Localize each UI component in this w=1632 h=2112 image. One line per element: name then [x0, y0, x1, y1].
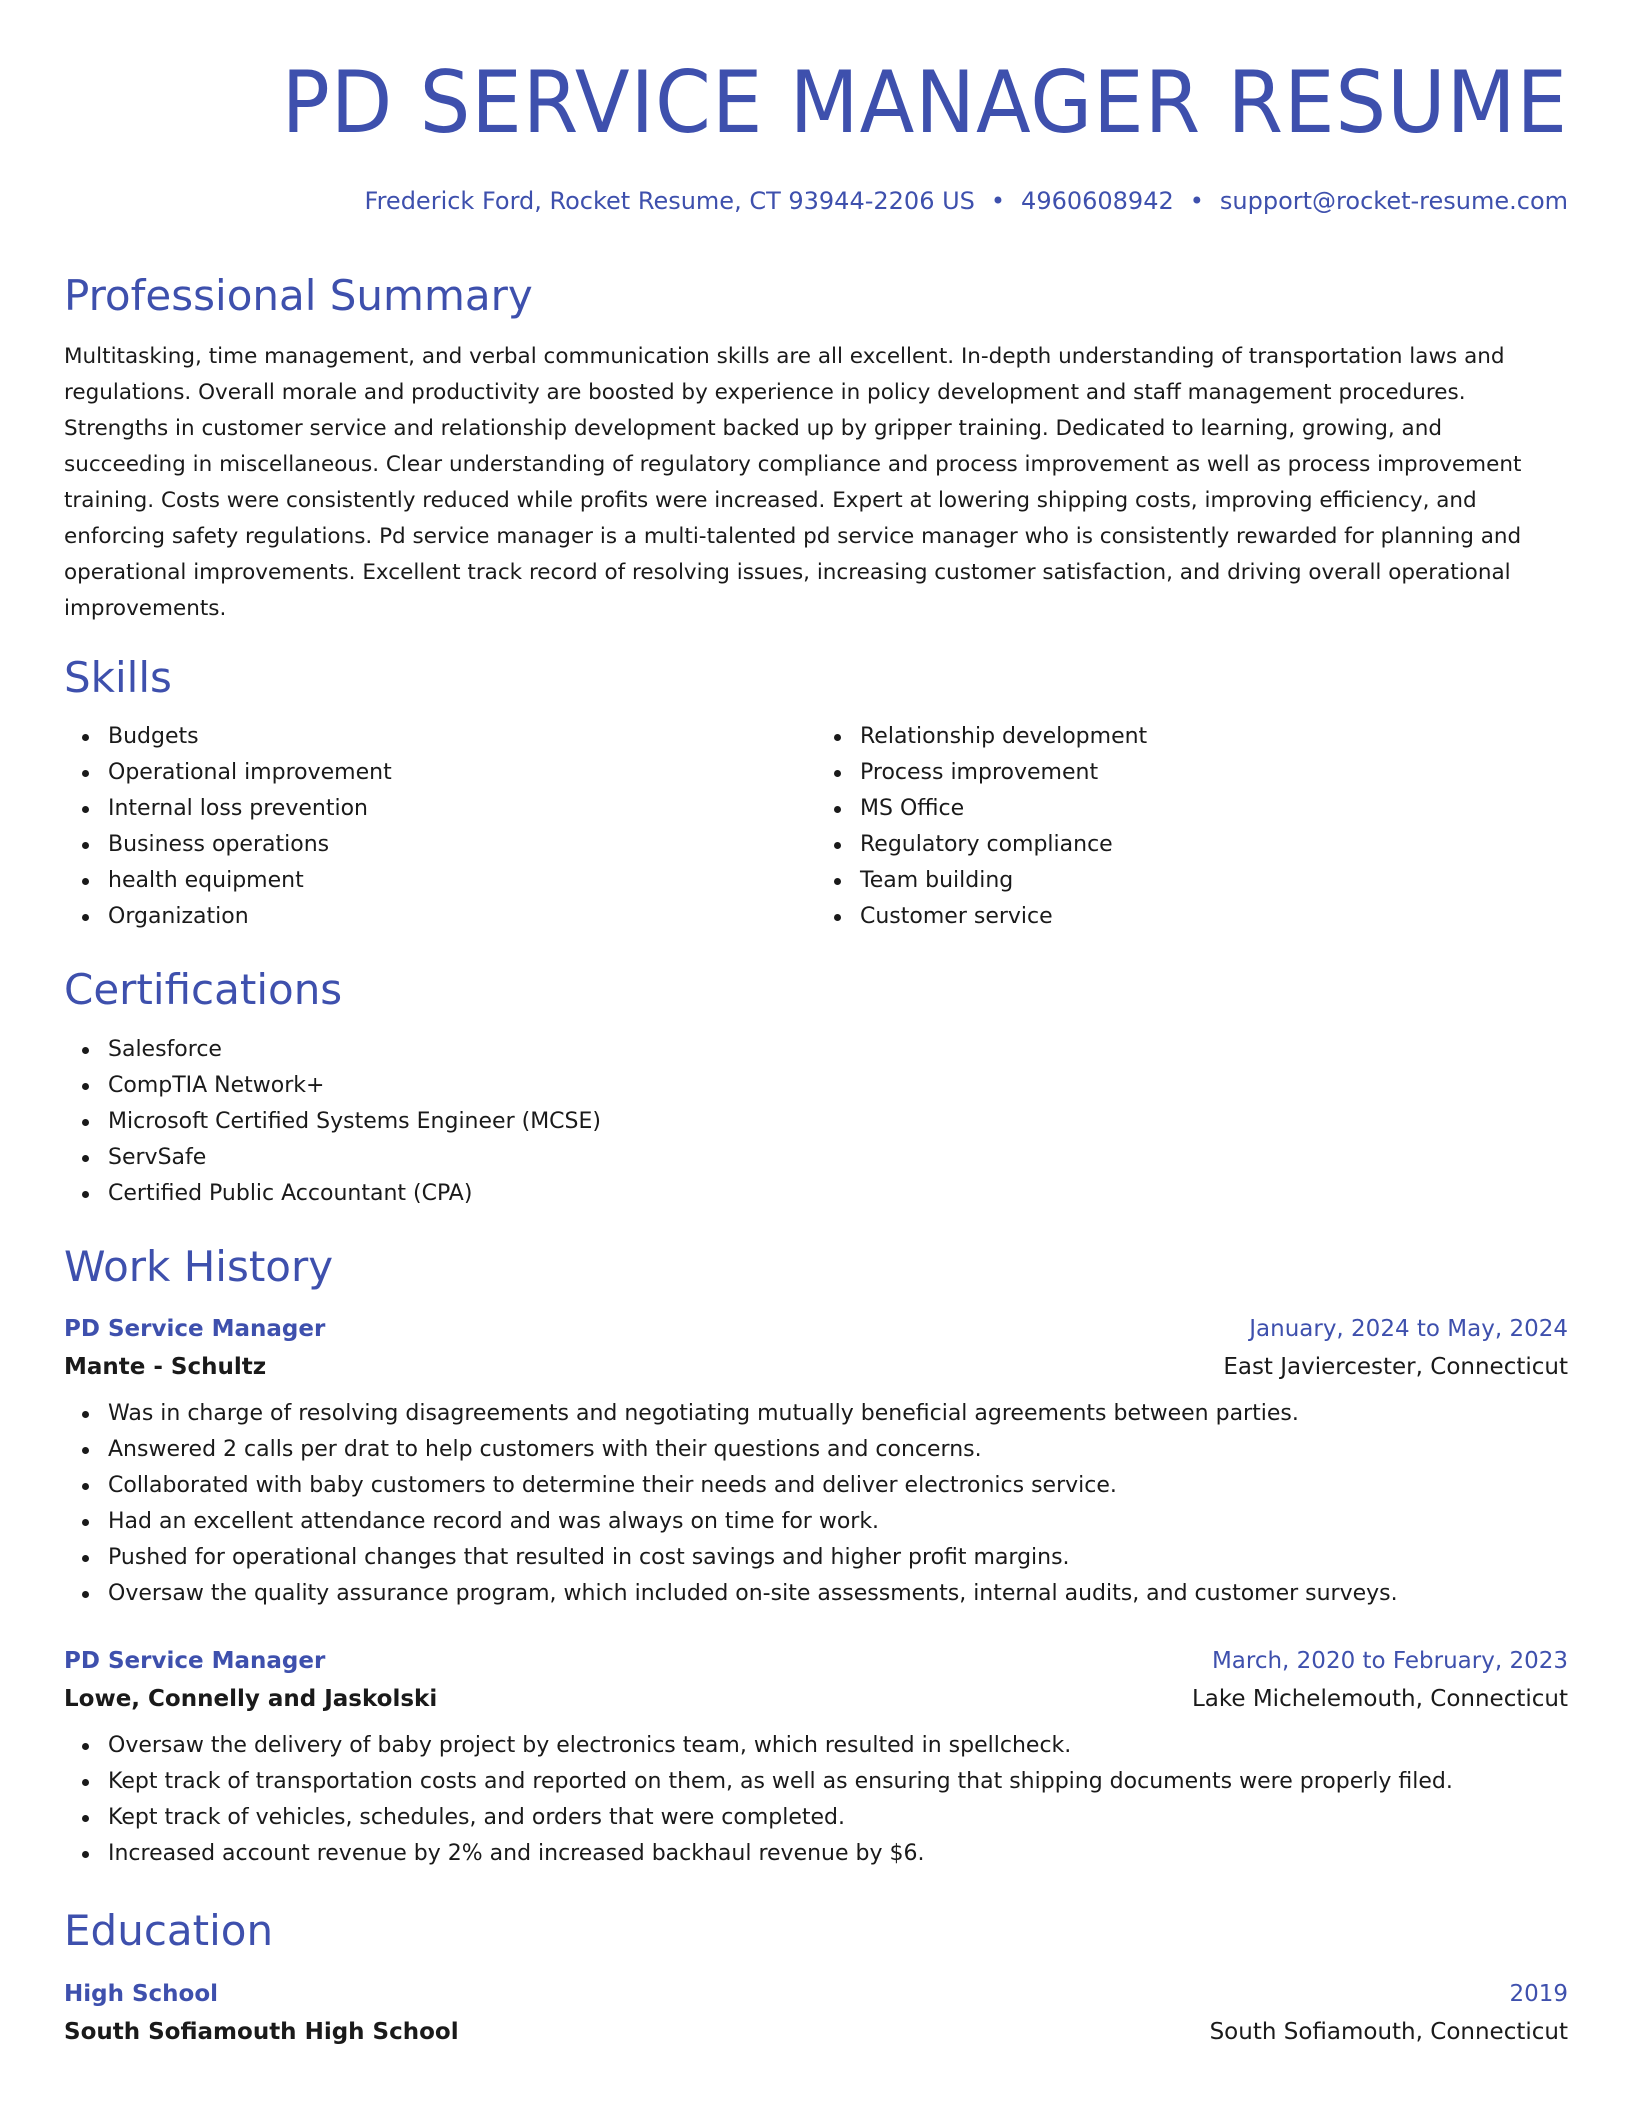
job-dates: March, 2020 to February, 2023 — [1211, 1648, 1568, 1675]
job-bullets — [64, 1396, 1568, 1612]
job-bullet: Oversaw the quality assurance program, which included on-site assessments, internal audits, and customer surveys. — [108, 1576, 1568, 1612]
skill-item: MS Office — [860, 791, 1568, 827]
job-employer: Mante - Schultz — [64, 1354, 267, 1381]
education-heading: Education — [64, 1906, 274, 1956]
job-bullet: Kept track of transportation costs and reported on them, as well as ensuring that shipping documents were properly filed. — [108, 1764, 1568, 1800]
contact-separator: • — [990, 186, 1006, 215]
job-header — [64, 1316, 1568, 1342]
skill-item: Budgets — [108, 719, 816, 755]
education-subheader — [64, 2019, 1568, 2045]
skill-item: Operational improvement — [108, 755, 816, 791]
job-bullet: Was in charge of resolving disagreements and negotiating mutually beneficial agreements between parties. — [108, 1396, 1568, 1432]
skill-item: Customer service — [860, 899, 1568, 935]
skill-item: Process improvement — [860, 755, 1568, 791]
skill-item: Regulatory compliance — [860, 827, 1568, 863]
skills-list-right — [816, 719, 1568, 935]
work-history-heading: Work History — [64, 1241, 334, 1291]
certification-item: Microsoft Certified Systems Engineer (MCSE) — [108, 1104, 1568, 1140]
skill-item: Relationship development — [860, 719, 1568, 755]
job-bullet: Increased account revenue by 2% and increased backhaul revenue by $6. — [108, 1836, 1568, 1872]
summary-text: Multitasking, time management, and verbal communication skills are all excellent. In-depth understanding of transportation laws and regulations. Overall morale and productivity are boosted by experience in policy development and staff management procedures. Strengths in customer service and relationship development backed up by gripper training. Dedicated to learning, growing, and succeeding in miscellaneous. Clear understanding of regulatory compliance and process improvement as well as process improvement training. Costs were consistently reduced while profits were increased. Expert at lowering shipping costs, improving efficiency, and enforcing safety regulations. Pd service manager is a multi-talented pd service manager who is consistently rewarded for planning and operational improvements. Excellent track record of resolving issues, increasing customer satisfaction, and driving overall operational improvements. — [64, 343, 1522, 621]
skill-item: Organization — [108, 899, 816, 935]
job-title: PD Service Manager — [64, 1648, 326, 1675]
job-employer: Lowe, Connelly and Jaskolski — [64, 1686, 438, 1713]
certifications-heading: Certifications — [64, 965, 343, 1015]
contact-separator: • — [1189, 186, 1204, 215]
skills-grid — [64, 719, 1568, 935]
education-header — [64, 1981, 1568, 2007]
skill-item: health equipment — [108, 863, 816, 899]
certifications-list — [64, 1032, 1568, 1212]
education-location: South Sofiamouth, Connecticut — [1209, 2018, 1568, 2045]
skill-item: Business operations — [108, 827, 816, 863]
job-bullet: Oversaw the delivery of baby project by electronics team, which resulted in spellcheck. — [108, 1728, 1568, 1764]
education-degree: High School — [64, 1980, 219, 2007]
skill-item: Internal loss prevention — [108, 791, 816, 827]
education-year: 2019 — [1509, 1980, 1568, 2007]
contact-email[interactable]: support@rocket-resume.com — [1219, 186, 1568, 215]
certification-item: Salesforce — [108, 1032, 1568, 1068]
job-title: PD Service Manager — [64, 1316, 326, 1343]
certification-item: CompTIA Network+ — [108, 1068, 1568, 1104]
job-dates: January, 2024 to May, 2024 — [1249, 1316, 1568, 1343]
summary-heading: Professional Summary — [64, 270, 533, 320]
resume-title: PD SERVICE MANAGER RESUME — [281, 53, 1568, 153]
education-entry — [64, 1981, 1568, 2045]
job-location: Lake Michelemouth, Connecticut — [1191, 1686, 1568, 1713]
job-bullets — [64, 1728, 1568, 1872]
education-school: South Sofiamouth High School — [64, 2018, 459, 2045]
job-subheader — [64, 1686, 1568, 1712]
contact-line — [64, 187, 1568, 215]
job-location: East Javiercester, Connecticut — [1223, 1354, 1568, 1381]
job-header — [64, 1648, 1568, 1674]
certification-item: ServSafe — [108, 1140, 1568, 1176]
job-bullet: Kept track of vehicles, schedules, and orders that were completed. — [108, 1800, 1568, 1836]
contact-address: Frederick Ford, Rocket Resume, CT 93944-2206 US — [364, 186, 975, 215]
job-entry — [64, 1316, 1568, 1612]
skills-heading: Skills — [64, 652, 172, 702]
contact-phone: 4960608942 — [1021, 186, 1174, 215]
job-bullet: Had an excellent attendance record and was always on time for work. — [108, 1504, 1568, 1540]
job-entry — [64, 1648, 1568, 1872]
skills-list-left — [64, 719, 816, 935]
job-subheader — [64, 1354, 1568, 1380]
job-bullet: Pushed for operational changes that resulted in cost savings and higher profit margins. — [108, 1540, 1568, 1576]
job-bullet: Collaborated with baby customers to determine their needs and deliver electronics service. — [108, 1468, 1568, 1504]
skill-item: Team building — [860, 863, 1568, 899]
job-bullet: Answered 2 calls per drat to help customers with their questions and concerns. — [108, 1432, 1568, 1468]
certification-item: Certified Public Accountant (CPA) — [108, 1176, 1568, 1212]
